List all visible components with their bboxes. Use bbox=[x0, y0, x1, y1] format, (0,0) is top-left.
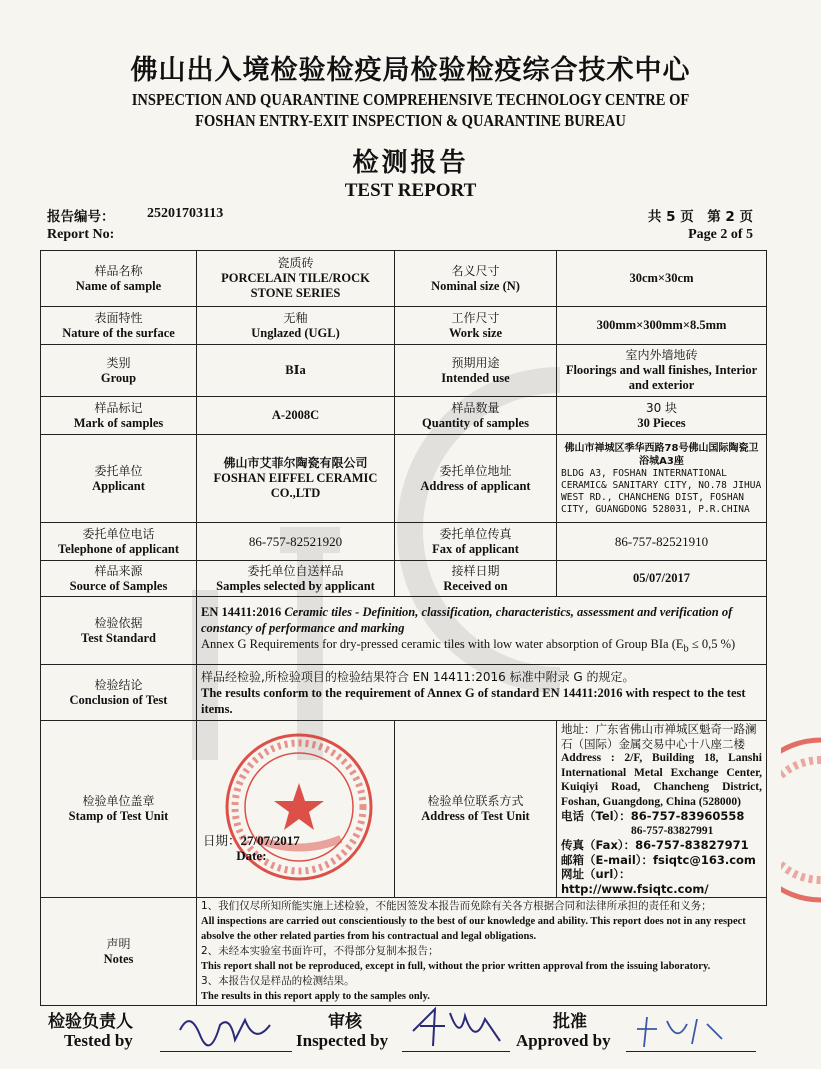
table-row bbox=[41, 397, 767, 435]
tested-by-label-en: Tested by bbox=[64, 1031, 133, 1050]
intended-use-label: 预期用途 Intended use bbox=[395, 345, 557, 397]
inspected-by-label-en: Inspected by bbox=[296, 1031, 389, 1050]
applicant-address-label: 委托单位地址 Address of applicant bbox=[395, 435, 557, 523]
fax-value: 86-757-82521910 bbox=[557, 523, 767, 561]
report-no-value: 25201703113 bbox=[147, 206, 224, 221]
mark-value: A-2008C bbox=[197, 397, 395, 435]
notes-value: 1、我们仅尽所知所能实施上述检验，不能因签发本报告而免除有关各方根据合同和法律所承担的责任和义务； All inspections are carried out conscientiously to the best of our knowledge and ability. This report does not in any respect absolve the other related parties from his contractual and legal obligations. 2、未经本实验室书面许可，不得部分复制本报告； This report shall not be reproduced, except in full, without the prior written approval from the issuing laboratory. 3、本报告仅是样品的检测结果。 The results in this report apply to the samples only. bbox=[197, 898, 767, 1006]
telephone-value: 86-757-82521920 bbox=[197, 523, 395, 561]
sample-name-label: 样品名称 Name of sample bbox=[41, 251, 197, 307]
source-value: 委托单位自送样品 Samples selected by applicant bbox=[197, 561, 395, 597]
fax-label: 委托单位传真 Fax of applicant bbox=[395, 523, 557, 561]
approved-by-label-en: Approved by bbox=[516, 1031, 611, 1050]
official-seal-image bbox=[197, 721, 393, 889]
org-title-en-line2: FOSHAN ENTRY-EXIT INSPECTION & QUARANTINE BUREAU bbox=[195, 111, 626, 130]
conclusion-value: 样品经检验,所检验项目的检验结果符合 EN 14411:2016 标准中附录 G 的规定。 The results conform to the requirement of Annex G of standard EN 14411:2016 with respect to the test items. bbox=[197, 665, 767, 721]
table-row bbox=[41, 597, 767, 665]
telephone-label: 委托单位电话 Telephone of applicant bbox=[41, 523, 197, 561]
intended-use-value: 室内外墙地砖 Floorings and wall finishes, Interior and exterior bbox=[557, 345, 767, 397]
org-title-cn: 佛山出入境检验检疫局检验检疫综合技术中心 bbox=[130, 55, 691, 86]
group-value: BⅠa bbox=[197, 345, 395, 397]
page-count-cn: 共 5 页 第 2 页 bbox=[647, 209, 753, 225]
surface-label: 表面特性 Nature of the surface bbox=[41, 307, 197, 345]
applicant-label: 委托单位 Applicant bbox=[41, 435, 197, 523]
stamp-date-label-cn: 日期： bbox=[203, 833, 241, 848]
table-row bbox=[41, 721, 767, 898]
tested-by-label-cn: 检验负责人 bbox=[48, 1012, 133, 1032]
mark-label: 样品标记 Mark of samples bbox=[41, 397, 197, 435]
approved-by-line bbox=[626, 1051, 756, 1052]
test-unit-address-value: 地址：广东省佛山市禅城区魁奇一路澜石（国际）金属交易中心十八座二楼 Address : 2/F, Building 18, Lanshi International Metal Exchange Center, Kuiqiyi Road, Chancheng District, Foshan, Guangdong, China (528000) 电话（Tel）：86-757-83960558 86-757-83827991 传真（Fax）：86-757-83827971 邮箱（E-mail）：fsiqtc@163.com 网址（url）：http://www.fsiqtc.com/ bbox=[557, 721, 767, 898]
inspected-by-label-cn: 审核 bbox=[328, 1012, 362, 1032]
table-row bbox=[41, 561, 767, 597]
nominal-size-value: 30cm×30cm bbox=[557, 251, 767, 307]
edge-seal-image bbox=[781, 735, 821, 905]
standard-value: EN 14411:2016 Ceramic tiles - Definition, classification, characteristics, assessment and verification of constancy of performance and marking Annex G Requirements for dry-pressed ceramic tiles with low water absorption of Group BIa ($E_b \le 0,5$ %) bbox=[197, 597, 767, 665]
table-row bbox=[41, 307, 767, 345]
applicant-address-value: 佛山市禅城区季华西路78号佛山国际陶瓷卫浴城A3座 BLDG A3, FOSHAN INTERNATIONAL CERAMIC& SANITARY CITY, NO.78 JIHUA WEST RD., CHANCHENG DIST, FOSHAN CITY, GUANGDONG 528031, P.R.CHINA bbox=[557, 435, 767, 523]
quantity-label: 样品数量 Quantity of samples bbox=[395, 397, 557, 435]
test-unit-address-label: 检验单位联系方式 Address of Test Unit bbox=[395, 721, 557, 898]
stamp-date-label-en: Date: bbox=[236, 848, 267, 863]
source-label: 样品来源 Source of Samples bbox=[41, 561, 197, 597]
report-table bbox=[40, 250, 767, 1006]
approved-by-signature bbox=[632, 1009, 732, 1051]
report-title-en: TEST REPORT bbox=[344, 180, 477, 201]
table-row bbox=[41, 345, 767, 397]
report-title-cn: 检测报告 bbox=[352, 148, 469, 178]
received-label: 接样日期 Received on bbox=[395, 561, 557, 597]
work-size-value: 300mm×300mm×8.5mm bbox=[557, 307, 767, 345]
received-value: 05/07/2017 bbox=[557, 561, 767, 597]
table-row bbox=[41, 251, 767, 307]
report-no-label-en: Report No: bbox=[47, 227, 115, 242]
stamp-label: 检验单位盖章 Stamp of Test Unit bbox=[41, 721, 197, 898]
approved-by-label-cn: 批准 bbox=[553, 1012, 587, 1032]
nominal-size-label: 名义尺寸 Nominal size (N) bbox=[395, 251, 557, 307]
table-row bbox=[41, 665, 767, 721]
applicant-value: 佛山市艾菲尔陶瓷有限公司 FOSHAN EIFFEL CERAMIC CO.,LTD bbox=[197, 435, 395, 523]
table-row bbox=[41, 898, 767, 1006]
report-no-label-cn: 报告编号： bbox=[47, 209, 115, 225]
table-row bbox=[41, 523, 767, 561]
conclusion-label: 检验结论 Conclusion of Test bbox=[41, 665, 197, 721]
surface-value: 无釉 Unglazed (UGL) bbox=[197, 307, 395, 345]
stamp-cell bbox=[197, 721, 395, 898]
sample-name-value: 瓷质砖 PORCELAIN TILE/ROCK STONE SERIES bbox=[197, 251, 395, 307]
org-title-en-line1: INSPECTION AND QUARANTINE COMPREHENSIVE TECHNOLOGY CENTRE OF bbox=[131, 90, 690, 109]
group-label: 类别 Group bbox=[41, 345, 197, 397]
notes-label: 声明 Notes bbox=[41, 898, 197, 1006]
table-row bbox=[41, 435, 767, 523]
inspected-by-signature bbox=[405, 1001, 510, 1053]
work-size-label: 工作尺寸 Work size bbox=[395, 307, 557, 345]
quantity-value: 30 块 30 Pieces bbox=[557, 397, 767, 435]
signature-row bbox=[0, 1005, 821, 1065]
standard-label: 检验依据 Test Standard bbox=[41, 597, 197, 665]
page-count-en: Page 2 of 5 bbox=[688, 227, 753, 242]
stamp-date-value: 27/07/2017 bbox=[240, 833, 300, 848]
tested-by-signature bbox=[175, 1005, 285, 1053]
